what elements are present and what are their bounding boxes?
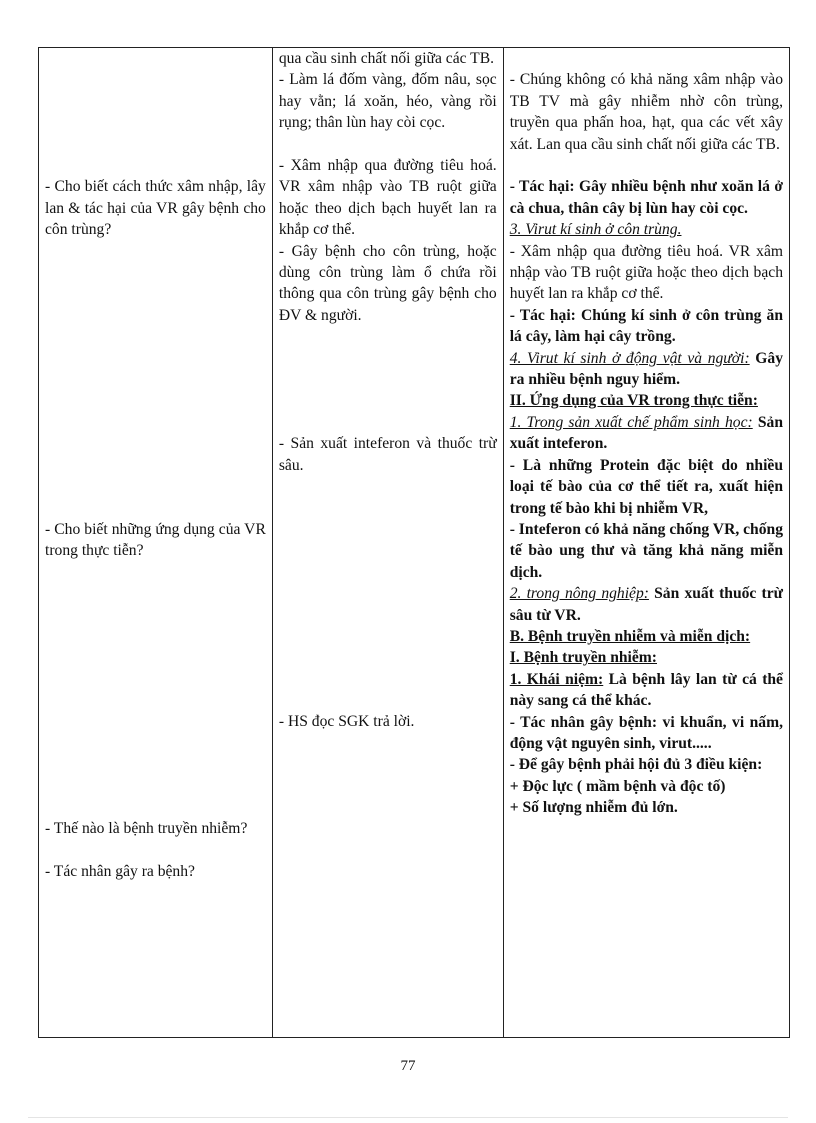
answer-plant-cont: qua cầu sinh chất nối giữa các TB. [278, 50, 495, 67]
bio-products [510, 412, 783, 455]
heading-infectious-immunity: B. Bệnh truyền nhiễm và miễn dịch: [509, 627, 751, 645]
answer-read-textbook: - HS đọc SGK trả lời. [278, 713, 415, 731]
insect-virus-harm [510, 305, 783, 348]
plant-virus-spread: - Chúng không có khả năng xâm nhập vào TB TV mà gây nhiễm nhờ côn trùng, truyền qua phấn hoa, hạt, qua các vết xây xát. Lan qua cầu sinh chất nối giữa các TB. [509, 71, 783, 153]
animal-virus [510, 348, 783, 391]
question-virus-applications: - Cho biết những ứng dụng của VR trong thực tiễn? [45, 520, 266, 560]
animal-virus-text: Gây ra nhiều bệnh nguy hiểm. [509, 349, 783, 389]
heading-infectious-disease: I. Bệnh truyền nhiễm: [509, 649, 657, 667]
student-answers-column [272, 48, 503, 1038]
heading-insect-virus: 3. Virut kí sinh ở côn trùng. [509, 221, 682, 239]
heading-bio-products: 1. Trong sản xuất chế phẩm sinh học: [509, 413, 753, 431]
harm-text: Gây nhiều bệnh như xoăn lá ở cà chua, thân cây bị lùn hay còi cọc. [509, 178, 783, 217]
concept [510, 669, 783, 712]
heading-virus-applications: II. Ứng dụng của VR trong thực tiễn: [509, 392, 758, 410]
answer-plant-symptoms: - Làm lá đốm vàng, đốm nâu, sọc hay vằn; lá xoăn, héo, vàng rồi rụng; thân lùn hay còi cọc. [278, 71, 497, 132]
lesson-content-column [503, 48, 789, 1038]
disease-agents: - Tác nhân gây bệnh: vi khuẩn, vi nấm, động vật nguyên sinh, virut..... [509, 713, 783, 752]
content-table [38, 47, 790, 1038]
harm-label: - Tác hại: [509, 178, 575, 196]
answer-insect-harm: - Gây bệnh cho côn trùng, hoặc dùng côn trùng làm ổ chứa rồi thông qua côn trùng gây bệnh cho ĐV & người. [278, 242, 497, 324]
question-insect-virus: - Cho biết cách thức xâm nhập, lây lan & tác hại của VR gây bệnh cho côn trùng? [45, 178, 266, 239]
heading-concept: 1. Khái niệm: [509, 670, 604, 688]
bottom-divider [28, 1117, 788, 1118]
insect-virus-entry: - Xâm nhập qua đường tiêu hoá. VR xâm nhập vào TB ruột giữa hoặc theo dịch bạch huyết lan ra khắp cơ thể. [509, 242, 783, 303]
interferon-function: - Inteferon có khả năng chống VR, chống tế bào ung thư và tăng khả năng miễn dịch. [509, 520, 783, 581]
page-number: 77 [400, 1058, 416, 1074]
answer-applications: - Sản xuất inteferon và thuốc trừ sâu. [278, 435, 497, 474]
bio-products-text: Sản xuất inteferon. [509, 413, 784, 453]
insect-harm-label: - Tác hại: [509, 306, 576, 324]
insect-harm-text: Chúng kí sinh ở côn trùng ăn lá cây, làm hại cây trồng. [509, 306, 783, 346]
agriculture [510, 583, 783, 626]
condition-quantity: + Số lượng nhiễm đủ lớn. [509, 799, 678, 817]
disease-conditions: - Để gây bệnh phải hội đủ 3 điều kiện: [509, 756, 763, 774]
plant-virus-harm [510, 176, 783, 219]
agriculture-text: Sản xuất thuốc trừ sâu từ VR. [509, 585, 783, 624]
condition-virulence: + Độc lực ( mầm bệnh và độc tố) [509, 777, 726, 795]
heading-agriculture: 2. trong nông nghiệp: [509, 585, 649, 603]
question-infectious-disease: - Thế nào là bệnh truyền nhiễm? [45, 820, 248, 838]
questions-column [39, 48, 273, 1038]
answer-insect-entry: - Xâm nhập qua đường tiêu hoá. VR xâm nhập vào TB ruột giữa hoặc theo dịch bạch huyết lan ra khắp cơ thể. [278, 157, 497, 239]
concept-text: Là bệnh lây lan từ cá thể này sang cá thể khác. [509, 670, 783, 710]
heading-animal-virus: 4. Virut kí sinh ở động vật và người: [509, 349, 750, 367]
question-disease-agent: - Tác nhân gây ra bệnh? [45, 862, 195, 880]
interferon-definition: - Là những Protein đặc biệt do nhiều loại tế bào của cơ thể tiết ra, xuất hiện trong tế bào khi bị nhiễm VR, [509, 456, 783, 517]
